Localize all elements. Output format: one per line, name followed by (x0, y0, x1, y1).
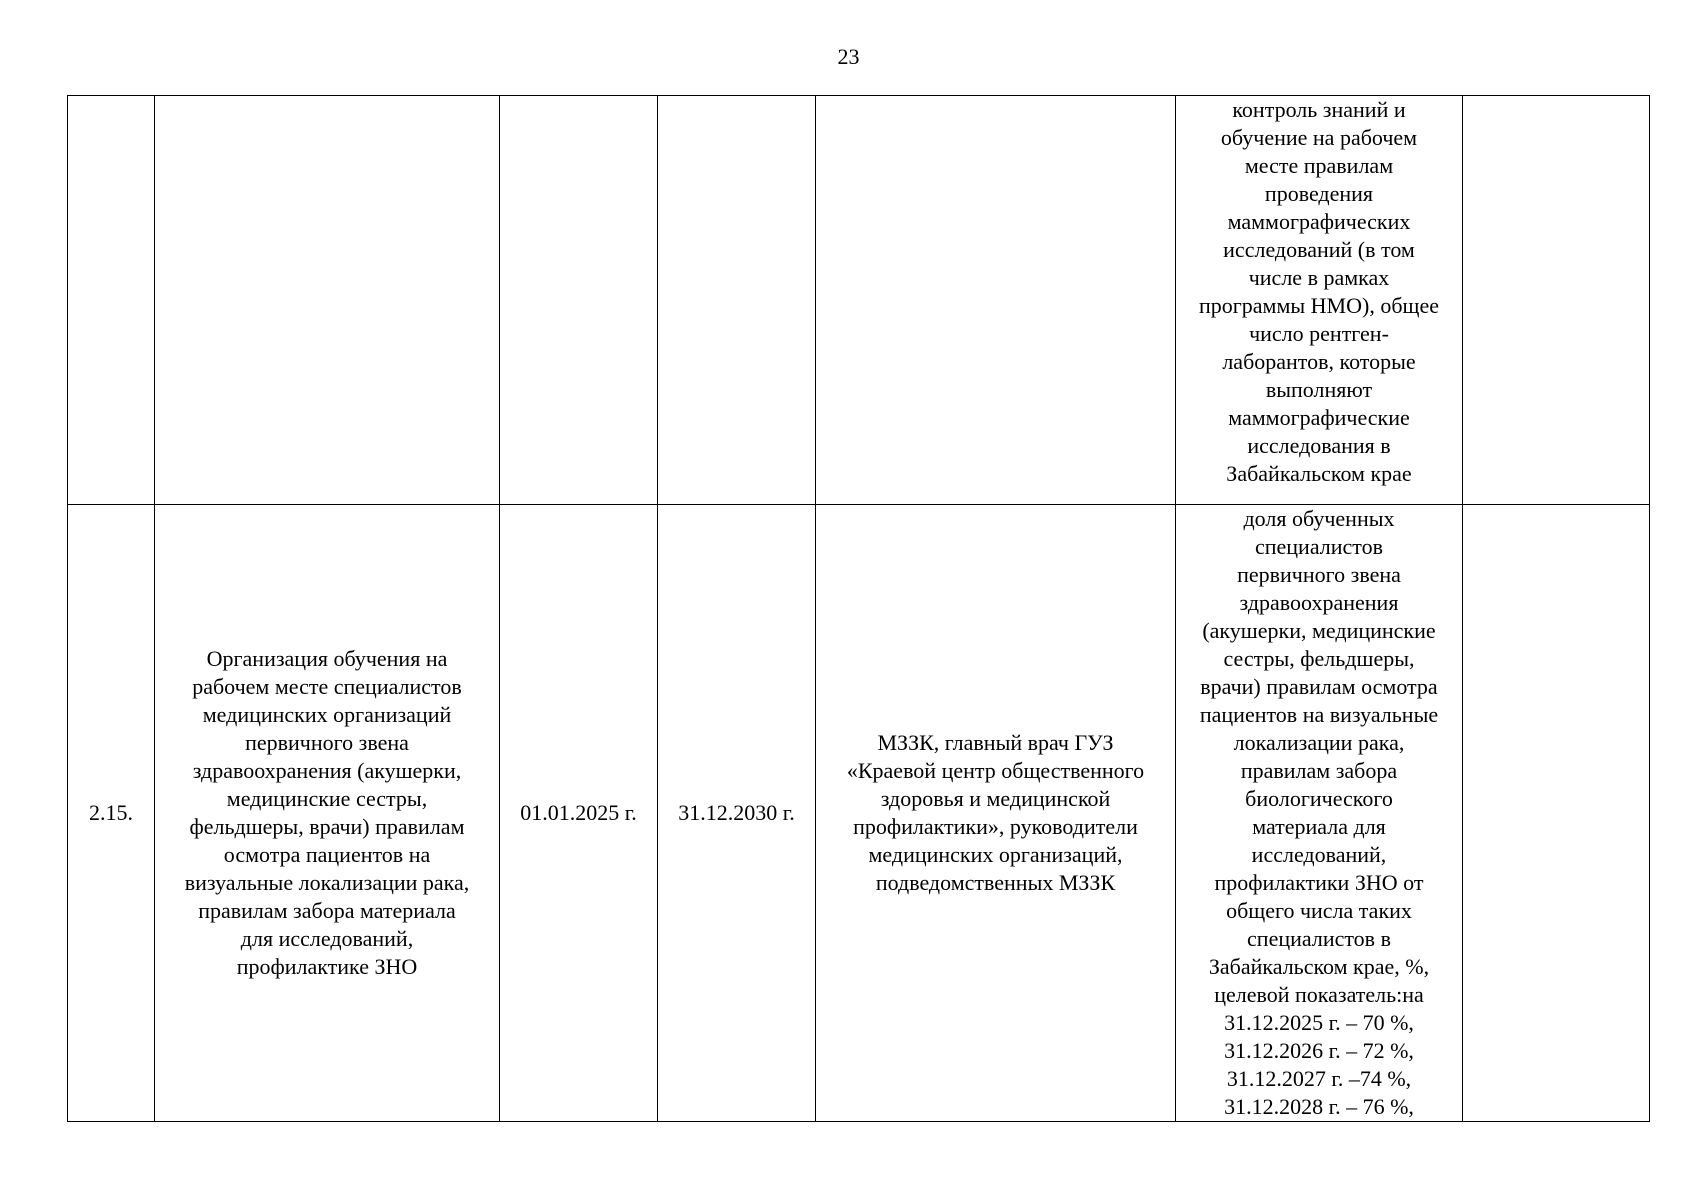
responsible-cell (816, 96, 1176, 505)
result-cell (1463, 505, 1650, 1122)
table-row (68, 96, 1650, 505)
measure-cell (155, 96, 500, 505)
indicator-cell: доля обученных специалистов первичного звена здравоохранения (акушерки, медицинские сестры, фельдшеры, врачи) правилам осмотра пациентов на визуальные локализации рака, правилам забора биологического материала для исследований, профилактики ЗНО от общего числа таких специалистов в Забайкальском крае, %, целевой показатель:на 31.12.2025 г. – 70 %, 31.12.2026 г. – 72 %, 31.12.2027 г. –74 %, 31.12.2028 г. – 76 %, (1176, 505, 1463, 1122)
measure-cell: Организация обучения на рабочем месте специалистов медицинских организаций первичного звена здравоохранения (акушерки, медицинские сестры, фельдшеры, врачи) правилам осмотра пациентов на визуальные локализации рака, правилам забора материала для исследований, профилактике ЗНО (155, 505, 500, 1122)
start-date-cell (500, 96, 658, 505)
row-number-cell (68, 96, 155, 505)
page-number: 23 (837, 44, 860, 69)
result-cell (1463, 96, 1650, 505)
start-date-cell: 01.01.2025 г. (500, 505, 658, 1122)
end-date-cell (658, 96, 816, 505)
responsible-cell: МЗЗК, главный врач ГУЗ «Краевой центр общественного здоровья и медицинской профилактики», руководители медицинских организаций, подведомственных МЗЗК (816, 505, 1176, 1122)
row-number-cell: 2.15. (68, 505, 155, 1122)
table-row (68, 505, 1650, 1122)
indicator-cell: контроль знаний и обучение на рабочем месте правилам проведения маммографических исследований (в том числе в рамках программы НМО), общее число рентген- лаборантов, которые выполняют маммографические исследования в Забайкальском крае (1176, 96, 1463, 505)
plan-table (67, 95, 1650, 1122)
end-date-cell: 31.12.2030 г. (658, 505, 816, 1122)
